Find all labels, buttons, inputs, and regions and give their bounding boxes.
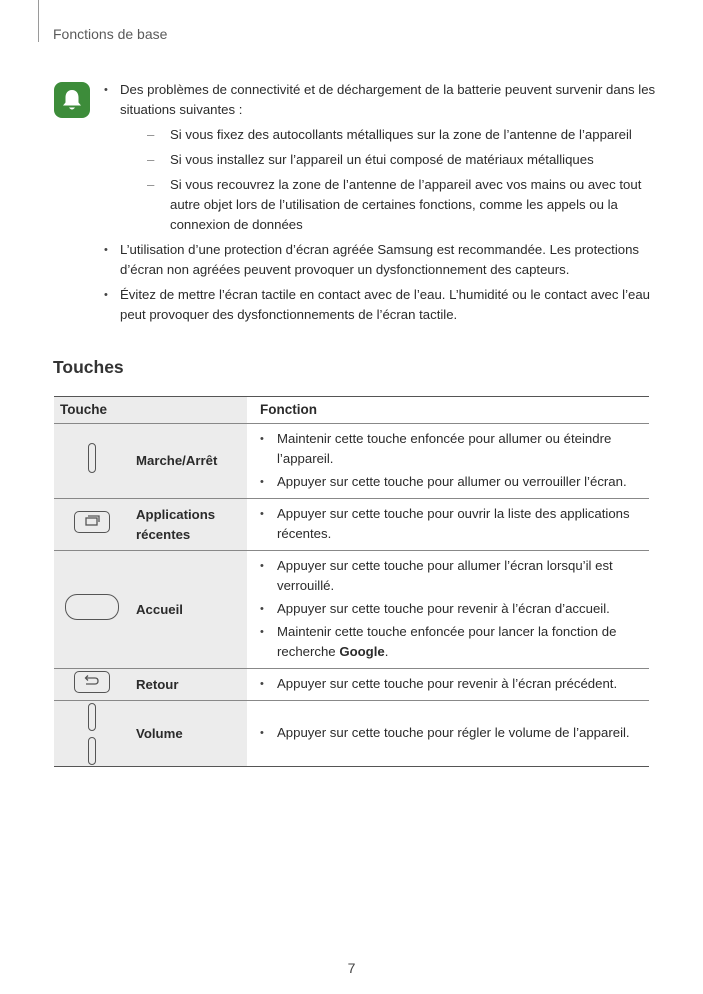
table-row — [54, 424, 649, 499]
function-item: • Appuyer sur cette touche pour régler le volume de l’appareil. — [247, 723, 639, 743]
key-name: Marche/Arrêt — [130, 424, 247, 499]
note-subitem: – Si vous fixez des autocollants métalliques sur la zone de l’antenne de l’appareil — [120, 125, 660, 145]
note-bullet: • Évitez de mettre l’écran tactile en contact avec de l’eau. L’humidité ou le contact avec l’eau peut provoquer des dysfonctionnements de l’écran tactile. — [100, 285, 660, 325]
note-subitem: – Si vous recouvrez la zone de l’antenne de l’appareil avec vos mains ou avec tout autre objet lors de l’utilisation de certaines fonctions, comme les appels ou la connexion de données — [120, 175, 660, 235]
table-row — [54, 499, 649, 551]
function-item: • Appuyer sur cette touche pour allumer l’écran lorsqu’il est verrouillé. — [247, 556, 639, 596]
volume-up-key-icon — [88, 703, 96, 731]
note-block — [100, 80, 660, 330]
function-item: • Maintenir cette touche enfoncée pour lancer la fonction de recherche Google. — [247, 622, 639, 662]
note-bullet: • Des problèmes de connectivité et de déchargement de la batterie peuvent survenir dans les situations suivantes : – Si vous fixez des autocollants métalliques sur la zone de l’antenne de l’appareil – Si vous installez sur l’appareil un étui composé de matériaux métalliques – Si vous recouvrez la zone de l’antenne de l’appareil avec vos mains ou avec tout autre objet lors de l’utilisation de certaines fonctions, comme les appels ou la connexion de données — [100, 80, 660, 235]
function-item: • Appuyer sur cette touche pour allumer ou verrouiller l’écran. — [247, 472, 639, 492]
table-header-row — [54, 397, 649, 424]
recent-apps-key-icon — [74, 511, 110, 533]
note-bullet: • L’utilisation d’une protection d’écran agréée Samsung est recommandée. Les protections d’écran non agréées peuvent provoquer un dysfonctionnement des capteurs. — [100, 240, 660, 280]
keys-table — [54, 396, 649, 767]
table-header-function: Fonction — [247, 397, 649, 424]
table-row — [54, 669, 649, 701]
page-number: 7 — [347, 960, 356, 976]
section-title: Touches — [53, 357, 124, 377]
key-function-cell — [247, 701, 649, 767]
google-label: Google — [339, 644, 385, 659]
back-key-icon — [74, 671, 110, 693]
key-icon-cell — [54, 551, 130, 669]
key-name: Volume — [130, 701, 247, 767]
volume-down-key-icon — [88, 737, 96, 765]
key-name: Retour — [130, 669, 247, 701]
note-subitem: – Si vous installez sur l’appareil un étui composé de matériaux métalliques — [120, 150, 660, 170]
key-function-cell — [247, 551, 649, 669]
home-key-icon — [65, 594, 119, 620]
volume-key-icon — [88, 703, 96, 765]
key-function-cell — [247, 424, 649, 499]
power-key-icon — [88, 443, 96, 473]
key-icon-cell — [54, 669, 130, 701]
key-icon-cell — [54, 424, 130, 499]
table-header-key: Touche — [54, 397, 247, 424]
key-icon-cell — [54, 499, 130, 551]
table-row — [54, 551, 649, 669]
key-function-cell — [247, 669, 649, 701]
table-row — [54, 701, 649, 767]
function-item: • Maintenir cette touche enfoncée pour allumer ou éteindre l’appareil. — [247, 429, 639, 469]
key-name: Accueil — [130, 551, 247, 669]
key-name: Applications récentes — [130, 499, 247, 551]
page-header-title: Fonctions de base — [53, 26, 168, 42]
key-icon-cell — [54, 701, 130, 767]
bell-icon — [61, 88, 83, 112]
note-bell-icon — [54, 82, 90, 118]
header-divider — [38, 0, 39, 42]
function-item: • Appuyer sur cette touche pour ouvrir la liste des applications récentes. — [247, 504, 639, 544]
key-function-cell — [247, 499, 649, 551]
function-item: • Appuyer sur cette touche pour revenir à l’écran d’accueil. — [247, 599, 639, 619]
function-item: • Appuyer sur cette touche pour revenir à l’écran précédent. — [247, 674, 639, 694]
